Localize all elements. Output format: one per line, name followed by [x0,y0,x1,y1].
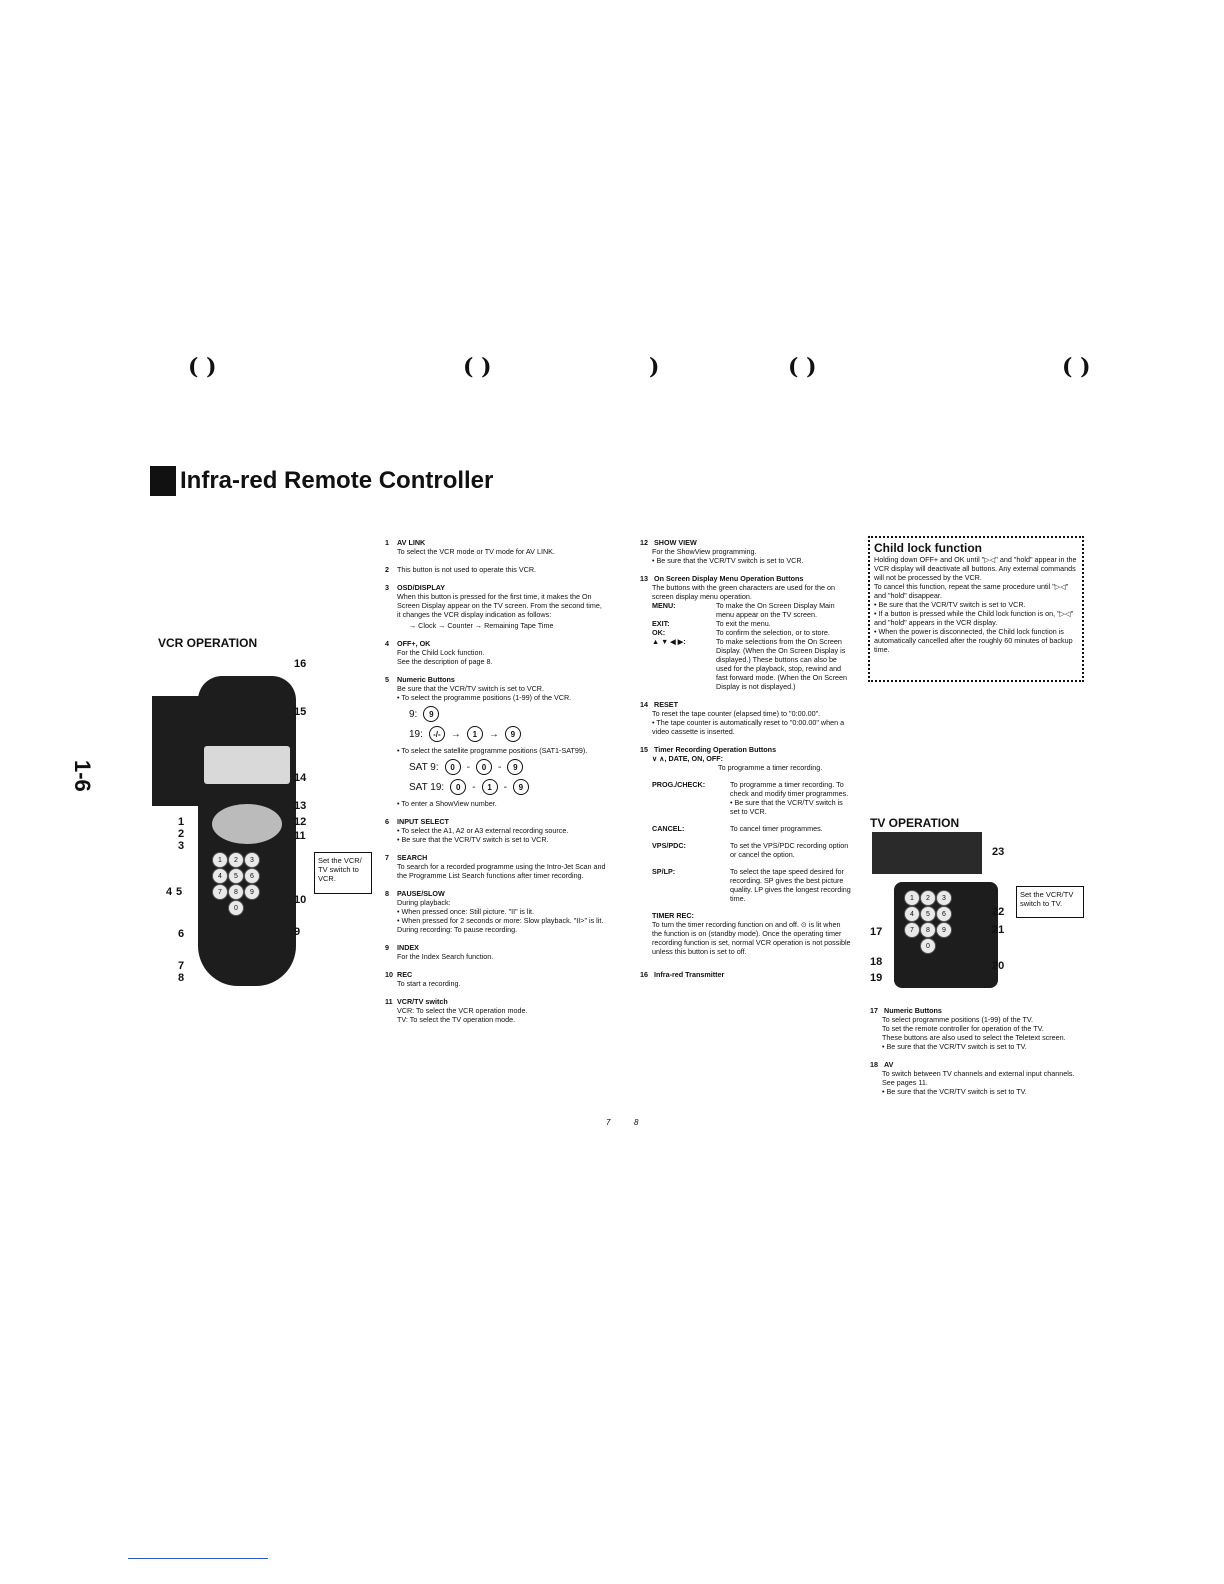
child-lock-text: Holding down OFF+ and OK until "▷◁" and "hold" appear in the VCR display will deactivate all buttons. Any external commands will not be processed by the VCR. [874,555,1077,582]
item-5: 5 Numeric Buttons Be sure that the VCR/TV switch is set to VCR. • To select the programme positions (1-99) of the VCR. 9: 9 19: -/- → 1 → 9 • To select the satellite programme positions (SAT1-SAT99). SAT 9: 0 - 0 - 9 SAT 19: 0 - 1 - 9 • To enter a ShowView number. [385,675,607,808]
sequence-19: 19: -/- → 1 → 9 [409,726,607,742]
vcr-remote-illustration [150,658,380,998]
callout-label: 10 [294,894,307,906]
child-lock-title: Child lock function [874,541,982,555]
callout-label: 16 [294,658,307,670]
callout-label: 18 [870,956,883,968]
callout-label: 23 [992,846,1005,858]
numeric-button: 6 [936,906,952,922]
item-6: 6 INPUT SELECT • To select the A1, A2 or A3 external recording source. • Be sure that the VCR/TV switch is set to VCR. [385,817,607,844]
callout-label: 5 [176,886,183,898]
numeric-button: 9 [244,884,260,900]
numeric-button: 7 [212,884,228,900]
numeric-button: 1 [904,890,920,906]
callout-label: 4 [166,886,173,898]
tv-operation-heading: TV OPERATION [870,816,960,830]
sequence-sat9: SAT 9: 0 - 0 - 9 [409,759,607,775]
page-title-text: Infra-red Remote Controller [180,467,494,494]
item-4: 4 OFF+, OK For the Child Lock function. See the description of page 8. [385,639,493,666]
binding-mark: ( ) [188,354,217,380]
callout-label: 14 [294,772,307,784]
callout-label: 20 [992,960,1005,972]
callout-label: 3 [178,840,185,852]
child-lock-bullet: • If a button is pressed while the Child lock function is on, "▷◁" and "hold" appears in the VCR display. [874,609,1078,627]
binding-mark: ( ) [1062,354,1091,380]
item-16: 16 Infra-red Transmitter [640,970,725,979]
numeric-button: 6 [244,868,260,884]
tv-remote-top [872,832,982,874]
callout-label: 21 [992,924,1005,936]
child-lock-bullet: • Be sure that the VCR/TV switch is set to VCR. [874,600,1078,609]
binding-mark: ( ) [788,354,817,380]
numeric-button: 4 [212,868,228,884]
callout-label: 8 [178,972,185,984]
display-flow: → Clock → Counter → Remaining Tape Time [409,621,554,630]
page-number-right: 8 [634,1118,639,1127]
numeric-button: 0 [920,938,936,954]
numeric-button: 5 [920,906,936,922]
callout-label: 1 [178,816,185,828]
sequence-sat19: SAT 19: 0 - 1 - 9 [409,779,607,795]
numeric-button: 1 [212,852,228,868]
bottom-rule [128,1558,268,1559]
callout-label: 6 [178,928,185,940]
item-14: 14 RESET To reset the tape counter (elapsed time) to "0:00.00". • The tape counter is automatically reset to "0:00.00" when a video cassette is inserted. [640,700,852,736]
item-7: 7 SEARCH To search for a recorded programme using the Intro-Jet Scan and the Programme List Search functions after timer recording. [385,853,606,880]
numeric-button: 3 [244,852,260,868]
callout-label: 22 [992,906,1005,918]
callout-label: 17 [870,926,883,938]
numeric-button: 3 [936,890,952,906]
item-15: 15 Timer Recording Operation Buttons ∨ ∧, DATE, ON, OFF: To programme a timer recording. PROG./CHECK: To programme a timer recording. To check and modify timer programmes. • Be sure that the VCR/TV switch is set to VCR. CANCEL: To cancel timer programmes. VPS/PDC: To set the VPS/PDC recording option or cancel the option. SP/LP: To select the tape speed desired for recording. SP gives the best picture quality. LP gives the longest recording time. TIMER REC: To turn the timer recording function on and off. ⊙ is lit when the function is on (standby mode). Once the operating timer recording function is set, normal VCR operation is not possible unless this button is set to off. [640,745,851,956]
numeric-button: 2 [228,852,244,868]
item-11: 11 VCR/TV switch VCR: To select the VCR operation mode. TV: To select the TV operation mode. [385,997,528,1024]
page-number-left: 7 [606,1118,611,1127]
item-9: 9 INDEX For the Index Search function. [385,943,494,961]
item-13: 13 On Screen Display Menu Operation Buttons The buttons with the green characters are used for the on screen display menu operation. MENU: To make the On Screen Display Main menu appear on the TV screen. EXIT: To exit the menu. OK: To confirm the selection, or to store. ▲ ▼ ◀ ▶: To make selections from the On Screen Display. (When the On Screen Display is displayed.) These buttons can also be used for the playback, stop, rewind and fast forward mode. (When the On Screen Display is not displayed.) [640,574,848,691]
title-bar-mark [150,466,176,496]
callout-label: 19 [870,972,883,984]
item-1: 1 AV LINK To select the VCR mode or TV mode for AV LINK. [385,538,555,556]
tv-remote-illustration [870,830,1005,990]
item-10: 10 REC To start a recording. [385,970,461,988]
item-8: 8 PAUSE/SLOW During playback: • When pressed once: Still picture. "II" is lit. • When pressed for 2 seconds or more: Slow playback. "II>" is lit. During recording: To pause recording. [385,889,607,934]
child-lock-bullet: • When the power is disconnected, the Child lock function is automatically cancelled after the roughly 60 minutes of backup time. [874,627,1078,654]
page-title [150,466,493,496]
numeric-button: 5 [228,868,244,884]
child-lock-box [868,536,1084,682]
sequence-9: 9: 9 [409,706,607,722]
item-12: 12 SHOW VIEW For the ShowView programming. • Be sure that the VCR/TV switch is set to VCR. [640,538,852,565]
numeric-button: 0 [228,900,244,916]
column-1 [385,538,607,1033]
callout-label: 9 [294,926,301,938]
numeric-button: 8 [228,884,244,900]
child-lock-text: To cancel this function, repeat the same procedure until "▷◁" and "hold" disappear. [874,582,1069,600]
callout-label: 7 [178,960,185,972]
callout-label: 13 [294,800,307,812]
column-3 [870,1006,1080,1105]
menu-ring [212,804,282,844]
numeric-button: 2 [920,890,936,906]
column-2 [640,538,852,988]
side-page-label: 1-6 [70,760,95,792]
numeric-button: 4 [904,906,920,922]
vcr-switch-callout: Set the VCR/ TV switch to VCR. [314,852,372,894]
item-18: 18 AV To switch between TV channels and external input channels. See pages 11. • Be sure that the VCR/TV switch is set to TV. [870,1060,1080,1096]
remote-cover [152,696,200,806]
item-3: 3 OSD/DISPLAY When this button is pressed for the first time, it makes the On Screen Display appear on the TV screen. From the second time, it changes the VCR display indication as follows: → Clock → Counter → Remaining Tape Time [385,583,607,630]
callout-label: 12 [294,816,307,828]
item-2: 2 This button is not used to operate this VCR. [385,565,537,574]
callout-label: 2 [178,828,185,840]
numeric-button: 9 [936,922,952,938]
binding-mark: ) [649,354,660,380]
numeric-button: 7 [904,922,920,938]
tv-switch-callout: Set the VCR/TV switch to TV. [1016,886,1084,918]
callout-label: 11 [294,830,306,842]
binding-mark: ( ) [463,354,492,380]
item-17: 17 Numeric Buttons To select programme positions (1-99) of the TV. To set the remote controller for operation of the TV. These buttons are also used to select the Teletext screen. • Be sure that the VCR/TV switch is set to TV. [870,1006,1080,1051]
numeric-button: 8 [920,922,936,938]
vcr-operation-heading: VCR OPERATION [158,636,258,650]
callout-label: 15 [294,706,307,718]
remote-top-panel [204,746,290,784]
